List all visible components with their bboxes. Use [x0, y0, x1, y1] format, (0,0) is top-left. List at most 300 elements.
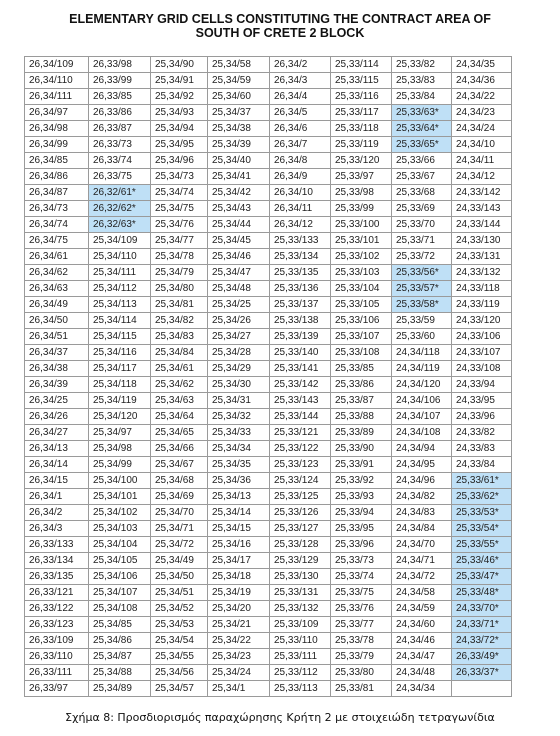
grid-cell: 25,33/129: [270, 553, 331, 569]
grid-cell: 24,34/24: [452, 121, 512, 137]
grid-cell: 24,33/95: [452, 393, 512, 409]
grid-cell: 26,34/49: [25, 297, 89, 313]
grid-cell: 25,34/118: [89, 377, 151, 393]
grid-cell: 25,34/15: [208, 521, 270, 537]
table-row: [25, 313, 512, 329]
table-row: [25, 521, 512, 537]
document-title: [0, 12, 560, 40]
grid-cell: 24,34/59: [392, 601, 452, 617]
grid-cell: 25,34/74: [151, 185, 208, 201]
grid-cell: 24,33/142: [452, 185, 512, 201]
grid-cell: 25,34/33: [208, 425, 270, 441]
grid-cell: 25,33/110: [270, 633, 331, 649]
table-row: [25, 217, 512, 233]
grid-cell: 25,34/83: [151, 329, 208, 345]
highlighted-grid-cell: 25,33/62*: [452, 489, 512, 505]
grid-cell: 24,34/119: [392, 361, 452, 377]
grid-cell: 25,34/87: [89, 649, 151, 665]
grid-cell: 25,34/120: [89, 409, 151, 425]
grid-cell: 25,33/139: [270, 329, 331, 345]
grid-cell: 25,34/19: [208, 585, 270, 601]
grid-cell: 26,34/85: [25, 153, 89, 169]
grid-cell: 25,33/76: [331, 601, 392, 617]
table-row: [25, 105, 512, 121]
grid-cell: 25,34/68: [151, 473, 208, 489]
grid-cell: 25,34/103: [89, 521, 151, 537]
grid-cell: 25,33/92: [331, 473, 392, 489]
grid-table-body: [25, 57, 512, 697]
grid-cell: 24,34/23: [452, 105, 512, 121]
grid-cell: 25,33/108: [331, 345, 392, 361]
grid-cell: 24,34/22: [452, 89, 512, 105]
table-row: [25, 73, 512, 89]
grid-cell: 25,34/53: [151, 617, 208, 633]
grid-cell: 25,33/132: [270, 601, 331, 617]
grid-cell: 25,34/31: [208, 393, 270, 409]
grid-cell: 26,34/61: [25, 249, 89, 265]
table-row: [25, 153, 512, 169]
grid-cell: 25,34/81: [151, 297, 208, 313]
grid-cell: 25,33/81: [331, 681, 392, 697]
grid-cell: 25,33/142: [270, 377, 331, 393]
grid-cell: 26,34/12: [270, 217, 331, 233]
grid-cell: 25,34/27: [208, 329, 270, 345]
grid-cell: 25,34/52: [151, 601, 208, 617]
grid-cell: 25,33/140: [270, 345, 331, 361]
table-row: [25, 281, 512, 297]
grid-cell: 25,34/95: [151, 137, 208, 153]
highlighted-grid-cell: 25,33/56*: [392, 265, 452, 281]
grid-cell: 25,33/72: [392, 249, 452, 265]
table-row: [25, 505, 512, 521]
grid-cell: 25,34/47: [208, 265, 270, 281]
grid-cell: 25,34/50: [151, 569, 208, 585]
grid-cell: 25,33/68: [392, 185, 452, 201]
grid-cell: 25,34/114: [89, 313, 151, 329]
grid-cell: 25,34/67: [151, 457, 208, 473]
table-row: [25, 233, 512, 249]
grid-cell: 25,33/59: [392, 313, 452, 329]
grid-cell: 26,34/4: [270, 89, 331, 105]
grid-cell: 25,34/100: [89, 473, 151, 489]
highlighted-grid-cell: 25,33/57*: [392, 281, 452, 297]
table-row: [25, 585, 512, 601]
grid-cell: 25,34/112: [89, 281, 151, 297]
grid-cell: 25,34/115: [89, 329, 151, 345]
grid-cell: 25,33/128: [270, 537, 331, 553]
highlighted-grid-cell: 26,32/61*: [89, 185, 151, 201]
grid-cell: 25,33/60: [392, 329, 452, 345]
grid-cell: 25,34/22: [208, 633, 270, 649]
grid-cell: 25,33/123: [270, 457, 331, 473]
grid-cell: 25,34/75: [151, 201, 208, 217]
highlighted-grid-cell: 25,33/55*: [452, 537, 512, 553]
grid-cell: 25,34/107: [89, 585, 151, 601]
grid-cell: 24,34/11: [452, 153, 512, 169]
title-line-1: ELEMENTARY GRID CELLS CONSTITUTING THE CONTRACT AREA OF: [69, 12, 491, 26]
grid-cell: 25,34/18: [208, 569, 270, 585]
table-row: [25, 457, 512, 473]
grid-cell: 25,34/88: [89, 665, 151, 681]
table-row: [25, 681, 512, 697]
table-row: [25, 249, 512, 265]
grid-cell: 25,33/71: [392, 233, 452, 249]
grid-cell: 25,34/42: [208, 185, 270, 201]
grid-cell: 25,34/98: [89, 441, 151, 457]
grid-cell: 25,33/120: [331, 153, 392, 169]
highlighted-grid-cell: 25,33/64*: [392, 121, 452, 137]
grid-cell: 25,33/137: [270, 297, 331, 313]
grid-cell: 26,33/73: [89, 137, 151, 153]
grid-cell: 25,33/75: [331, 585, 392, 601]
grid-cell: 24,33/143: [452, 201, 512, 217]
grid-cell: 25,34/102: [89, 505, 151, 521]
grid-cell: 26,33/97: [25, 681, 89, 697]
grid-cells-table: [24, 56, 512, 697]
grid-cell: 25,34/62: [151, 377, 208, 393]
grid-cell: 26,34/11: [270, 201, 331, 217]
grid-cell: 26,34/26: [25, 409, 89, 425]
table-row: [25, 473, 512, 489]
grid-cell: 26,34/50: [25, 313, 89, 329]
grid-cell: 26,34/8: [270, 153, 331, 169]
grid-cell: 24,33/119: [452, 297, 512, 313]
highlighted-grid-cell: 25,33/46*: [452, 553, 512, 569]
grid-cell: 25,34/113: [89, 297, 151, 313]
grid-cell: 25,34/36: [208, 473, 270, 489]
grid-cell: 25,34/35: [208, 457, 270, 473]
grid-cell: 26,34/6: [270, 121, 331, 137]
grid-cell: 24,33/83: [452, 441, 512, 457]
grid-cell: 25,33/127: [270, 521, 331, 537]
grid-cell: 25,33/138: [270, 313, 331, 329]
grid-cell: 24,34/94: [392, 441, 452, 457]
grid-cell: 26,33/86: [89, 105, 151, 121]
grid-cell: 25,34/104: [89, 537, 151, 553]
grid-cell: 24,33/144: [452, 217, 512, 233]
highlighted-grid-cell: 24,33/70*: [452, 601, 512, 617]
grid-cell: 25,34/41: [208, 169, 270, 185]
table-row: [25, 265, 512, 281]
grid-cell: 25,34/37: [208, 105, 270, 121]
table-row: [25, 569, 512, 585]
grid-cell: 25,33/144: [270, 409, 331, 425]
grid-cell: 26,34/10: [270, 185, 331, 201]
grid-cell: 26,33/98: [89, 57, 151, 73]
grid-cell: 25,33/107: [331, 329, 392, 345]
grid-cell: 25,33/143: [270, 393, 331, 409]
grid-cell: 24,33/131: [452, 249, 512, 265]
highlighted-grid-cell: 25,33/65*: [392, 137, 452, 153]
grid-cell: 25,34/14: [208, 505, 270, 521]
grid-cell: 25,34/45: [208, 233, 270, 249]
grid-cell: 25,34/77: [151, 233, 208, 249]
grid-cell: 25,33/116: [331, 89, 392, 105]
highlighted-grid-cell: 26,32/63*: [89, 217, 151, 233]
grid-cell: 26,33/74: [89, 153, 151, 169]
grid-cell: 26,34/13: [25, 441, 89, 457]
grid-cell: 24,34/96: [392, 473, 452, 489]
grid-cell: 25,34/28: [208, 345, 270, 361]
grid-cell: 25,34/61: [151, 361, 208, 377]
grid-cell: 25,33/80: [331, 665, 392, 681]
grid-cell: 24,34/36: [452, 73, 512, 89]
grid-cell: 25,34/80: [151, 281, 208, 297]
grid-cell: 25,33/134: [270, 249, 331, 265]
table-row: [25, 617, 512, 633]
grid-cell: 25,33/122: [270, 441, 331, 457]
grid-cell: 24,34/72: [392, 569, 452, 585]
grid-cell: 26,34/25: [25, 393, 89, 409]
grid-cell: 25,33/136: [270, 281, 331, 297]
grid-cell: 26,34/39: [25, 377, 89, 393]
grid-cell: 25,33/96: [331, 537, 392, 553]
grid-cell: 24,34/95: [392, 457, 452, 473]
grid-cell: 25,33/109: [270, 617, 331, 633]
highlighted-grid-cell: 25,33/47*: [452, 569, 512, 585]
grid-cell: 25,33/100: [331, 217, 392, 233]
grid-cell: 25,34/70: [151, 505, 208, 521]
table-row: [25, 665, 512, 681]
table-row: [25, 345, 512, 361]
grid-cell: 25,33/79: [331, 649, 392, 665]
grid-cell: 25,33/102: [331, 249, 392, 265]
grid-cell: 26,33/99: [89, 73, 151, 89]
grid-cell: 26,34/51: [25, 329, 89, 345]
grid-cell: 25,33/82: [392, 57, 452, 73]
grid-cell: 26,33/121: [25, 585, 89, 601]
grid-cell: 25,34/79: [151, 265, 208, 281]
grid-cell: 25,34/26: [208, 313, 270, 329]
grid-cell: 25,33/126: [270, 505, 331, 521]
grid-cell: 25,33/94: [331, 505, 392, 521]
grid-cell: 25,33/77: [331, 617, 392, 633]
table-row: [25, 409, 512, 425]
grid-cell: 25,33/97: [331, 169, 392, 185]
grid-cell: 25,33/125: [270, 489, 331, 505]
table-row: [25, 393, 512, 409]
grid-cell: 24,34/34: [392, 681, 452, 697]
grid-cell: 26,34/62: [25, 265, 89, 281]
grid-cell: 25,34/101: [89, 489, 151, 505]
grid-cell: 24,33/82: [452, 425, 512, 441]
grid-cell: 25,34/16: [208, 537, 270, 553]
grid-cell: 26,34/87: [25, 185, 89, 201]
grid-cell: 24,34/48: [392, 665, 452, 681]
grid-cell: 24,33/118: [452, 281, 512, 297]
grid-cell: 25,33/69: [392, 201, 452, 217]
table-row: [25, 425, 512, 441]
highlighted-grid-cell: 25,33/63*: [392, 105, 452, 121]
table-row: [25, 441, 512, 457]
grid-cell: 26,34/2: [25, 505, 89, 521]
grid-cell: 25,33/131: [270, 585, 331, 601]
highlighted-grid-cell: 25,33/48*: [452, 585, 512, 601]
grid-cell: 24,34/82: [392, 489, 452, 505]
grid-cell: 25,33/86: [331, 377, 392, 393]
grid-cell: 25,33/115: [331, 73, 392, 89]
grid-cell: 26,34/109: [25, 57, 89, 73]
grid-cell: 26,34/86: [25, 169, 89, 185]
grid-cell: 26,34/63: [25, 281, 89, 297]
grid-cell: 25,33/88: [331, 409, 392, 425]
grid-cell: 26,34/110: [25, 73, 89, 89]
grid-cell: 25,34/57: [151, 681, 208, 697]
grid-cell: 26,34/38: [25, 361, 89, 377]
grid-cell: 26,34/2: [270, 57, 331, 73]
grid-cell: 26,33/123: [25, 617, 89, 633]
grid-cell: 25,33/104: [331, 281, 392, 297]
grid-cell: 25,34/21: [208, 617, 270, 633]
grid-cell: 26,34/5: [270, 105, 331, 121]
grid-cell: 25,33/93: [331, 489, 392, 505]
grid-cell: 24,34/35: [452, 57, 512, 73]
table-row: [25, 649, 512, 665]
grid-cell: 25,34/59: [208, 73, 270, 89]
grid-cell: 25,34/66: [151, 441, 208, 457]
grid-cell: 25,34/85: [89, 617, 151, 633]
grid-cell: 25,34/105: [89, 553, 151, 569]
grid-cell: 25,34/13: [208, 489, 270, 505]
grid-cell: 25,34/71: [151, 521, 208, 537]
grid-cell: 25,34/69: [151, 489, 208, 505]
highlighted-grid-cell: 26,33/49*: [452, 649, 512, 665]
grid-cell: 25,34/108: [89, 601, 151, 617]
grid-cell: 25,34/55: [151, 649, 208, 665]
grid-cell: 25,34/109: [89, 233, 151, 249]
grid-cell: 25,33/118: [331, 121, 392, 137]
grid-cell: 25,33/101: [331, 233, 392, 249]
grid-cell: 26,33/134: [25, 553, 89, 569]
grid-cell: 25,33/121: [270, 425, 331, 441]
grid-cell: 25,34/89: [89, 681, 151, 697]
table-row: [25, 329, 512, 345]
grid-cell: 24,33/108: [452, 361, 512, 377]
grid-cell: 25,33/117: [331, 105, 392, 121]
grid-cell: 25,34/93: [151, 105, 208, 121]
grid-cell: 25,34/1: [208, 681, 270, 697]
grid-cell: 25,33/83: [392, 73, 452, 89]
table-row: [25, 553, 512, 569]
grid-cell: 25,34/99: [89, 457, 151, 473]
grid-cell: 25,34/117: [89, 361, 151, 377]
grid-cell: 25,34/119: [89, 393, 151, 409]
grid-cell: 25,33/105: [331, 297, 392, 313]
grid-cell: 25,34/73: [151, 169, 208, 185]
grid-cell: 25,34/106: [89, 569, 151, 585]
grid-cell: 25,34/65: [151, 425, 208, 441]
grid-cell: 25,34/82: [151, 313, 208, 329]
grid-cell: 25,34/116: [89, 345, 151, 361]
grid-cell: 25,34/72: [151, 537, 208, 553]
grid-cell: 26,34/98: [25, 121, 89, 137]
grid-cell: 25,34/25: [208, 297, 270, 313]
table-row: [25, 489, 512, 505]
grid-cell: 26,33/135: [25, 569, 89, 585]
grid-cell: 26,33/111: [25, 665, 89, 681]
highlighted-grid-cell: 25,33/53*: [452, 505, 512, 521]
grid-cell: 26,34/73: [25, 201, 89, 217]
grid-cell: 26,33/122: [25, 601, 89, 617]
grid-cell: 24,33/130: [452, 233, 512, 249]
grid-cell: 25,34/38: [208, 121, 270, 137]
grid-cell: 25,33/85: [331, 361, 392, 377]
grid-cell: 25,33/135: [270, 265, 331, 281]
grid-cell: 25,34/40: [208, 153, 270, 169]
grid-cell: 25,33/119: [331, 137, 392, 153]
grid-cell: 25,34/44: [208, 217, 270, 233]
grid-cell: 24,34/46: [392, 633, 452, 649]
grid-cell: 25,33/91: [331, 457, 392, 473]
grid-cell: 24,33/106: [452, 329, 512, 345]
grid-cell: 24,34/120: [392, 377, 452, 393]
grid-cell: 25,33/78: [331, 633, 392, 649]
grid-cell: 24,34/47: [392, 649, 452, 665]
grid-cell: 25,34/94: [151, 121, 208, 137]
grid-cell: 25,34/96: [151, 153, 208, 169]
figure-caption: Σχήμα 8: Προσδιορισμός παραχώρησης Κρήτη 2 με στοιχειώδη τετραγωνίδια: [65, 711, 495, 724]
grid-cell: 25,33/103: [331, 265, 392, 281]
grid-cell: 26,33/85: [89, 89, 151, 105]
grid-cell: 26,33/110: [25, 649, 89, 665]
grid-cell: [452, 681, 512, 697]
grid-cell: 25,34/39: [208, 137, 270, 153]
title-line-2: SOUTH OF CRETE 2 BLOCK: [195, 26, 365, 40]
highlighted-grid-cell: 24,33/71*: [452, 617, 512, 633]
grid-cell: 25,33/130: [270, 569, 331, 585]
grid-cell: 24,33/120: [452, 313, 512, 329]
grid-cell: 25,33/98: [331, 185, 392, 201]
grid-cell: 25,33/112: [270, 665, 331, 681]
grid-cell: 25,34/56: [151, 665, 208, 681]
grid-cell: 24,34/71: [392, 553, 452, 569]
table-row: [25, 201, 512, 217]
grid-cell: 25,34/51: [151, 585, 208, 601]
table-row: [25, 89, 512, 105]
grid-cell: 26,33/75: [89, 169, 151, 185]
table-row: [25, 601, 512, 617]
grid-cell: 25,33/95: [331, 521, 392, 537]
table-row: [25, 57, 512, 73]
grid-cell: 24,34/106: [392, 393, 452, 409]
grid-cell: 24,34/60: [392, 617, 452, 633]
grid-cell: 25,34/92: [151, 89, 208, 105]
table-row: [25, 361, 512, 377]
grid-cell: 24,34/118: [392, 345, 452, 361]
grid-cell: 25,33/90: [331, 441, 392, 457]
grid-cell: 25,33/111: [270, 649, 331, 665]
highlighted-grid-cell: 26,33/37*: [452, 665, 512, 681]
grid-cell: 25,33/67: [392, 169, 452, 185]
highlighted-grid-cell: 24,33/72*: [452, 633, 512, 649]
grid-cell: 26,34/1: [25, 489, 89, 505]
grid-cell: 26,34/9: [270, 169, 331, 185]
grid-cell: 25,34/84: [151, 345, 208, 361]
grid-cell: 26,34/27: [25, 425, 89, 441]
grid-cell: 26,34/37: [25, 345, 89, 361]
highlighted-grid-cell: 25,33/58*: [392, 297, 452, 313]
highlighted-grid-cell: 25,33/54*: [452, 521, 512, 537]
grid-cell: 25,34/48: [208, 281, 270, 297]
highlighted-grid-cell: 26,32/62*: [89, 201, 151, 217]
grid-cell: 26,34/74: [25, 217, 89, 233]
grid-cell: 24,34/12: [452, 169, 512, 185]
grid-cell: 26,34/111: [25, 89, 89, 105]
grid-cell: 25,34/23: [208, 649, 270, 665]
grid-cell: 24,33/107: [452, 345, 512, 361]
table-row: [25, 633, 512, 649]
highlighted-grid-cell: 25,33/61*: [452, 473, 512, 489]
